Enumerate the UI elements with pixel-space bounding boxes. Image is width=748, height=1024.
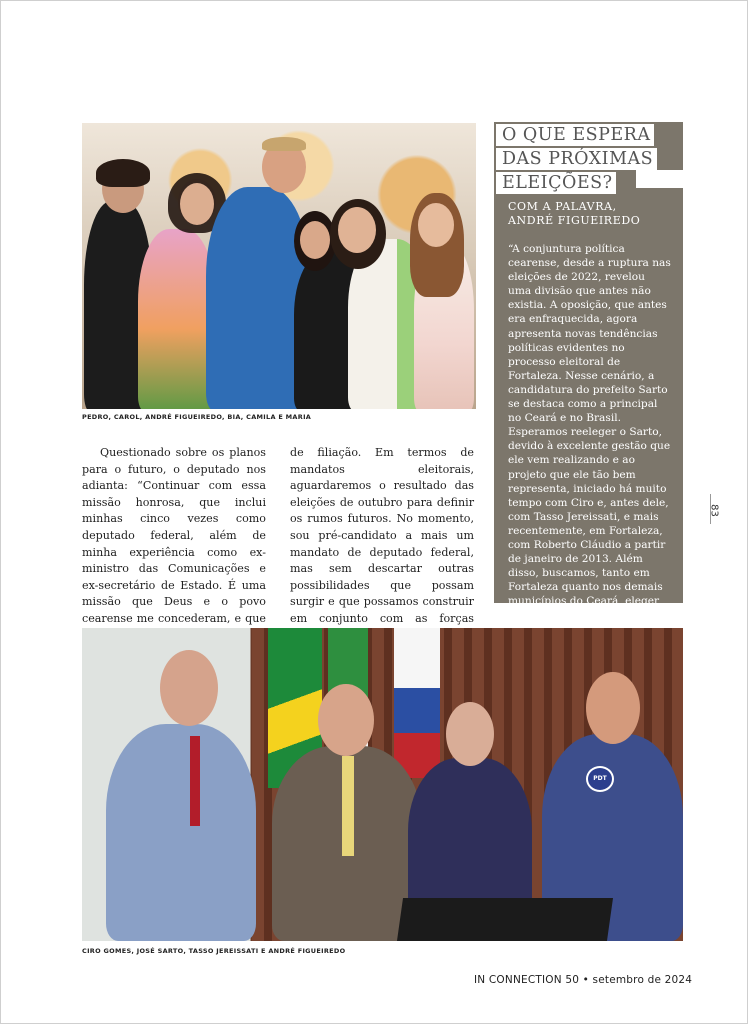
- title-accent-block: [636, 170, 683, 188]
- sidebar-title-line-3: ELEIÇÕES?: [496, 172, 616, 194]
- podium: [397, 898, 613, 941]
- face-carol: [180, 183, 214, 225]
- pdt-badge-icon: PDT: [586, 766, 614, 792]
- bottom-photo-caption: CIRO GOMES, JOSÉ SARTO, TASSO JEREISSATI E ANDRÉ FIGUEIREDO: [82, 947, 346, 955]
- person-ciro: [106, 724, 256, 941]
- fortaleza-flag: [394, 628, 440, 778]
- group-photo: [82, 123, 476, 409]
- page-footer: IN CONNECTION 50 • setembro de 2024: [474, 974, 693, 986]
- sidebar-subtitle-line-1: COM A PALAVRA,: [508, 200, 617, 213]
- face-camila: [338, 207, 376, 253]
- sidebar-subtitle: [508, 200, 640, 228]
- article-paragraph-1: Questionado sobre os planos para o futuro, o deputado nos adianta: “Continuar com essa missão honrosa, que inclui minhas cinco vezes como deputado federal, além de minha experiência como ex-ministro das Comunicações e ex-secretário de Estado. É uma missão que Deus e o povo cearense me concederam, e que: [82, 446, 266, 625]
- head-tasso: [446, 702, 494, 766]
- officials-photo: [82, 628, 683, 941]
- face-bia: [300, 221, 330, 259]
- sidebar-quote: “A conjuntura política cearense, desde a ruptura nas eleições de 2022, revelou uma divisão que antes não existia. A oposição, que antes era enfraquecida, agora apresenta novas tendências políticas evidentes no processo eleitoral de Fortaleza. Nesse cenário, a candidatura do prefeito Sarto se destaca como a principal no Ceará e no Brasil. Esperamos reeleger o Sarto, devido à excelente gestão que ele vem realizando e ao projeto que ele tão bem representa, iniciado há muito tempo com Ciro e, antes dele, com Tasso Jereissati, e mais recentemente, em Fortaleza, com Roberto Cláudio a partir de janeiro de 2013. Além disso, buscamos, tanto em Fortaleza quanto nos demais municípios do Ceará, eleger um grande número de: [508, 243, 671, 622]
- sidebar-title-line-1: O QUE ESPERA: [496, 124, 654, 146]
- person-carol: [138, 229, 216, 409]
- hair-pedro: [96, 159, 150, 187]
- hair-andre: [262, 137, 306, 151]
- head-sarto: [318, 684, 374, 756]
- face-maria: [418, 203, 454, 247]
- head-andre-figueiredo: [586, 672, 640, 744]
- page-number: 83: [708, 504, 720, 517]
- sarto-tie: [342, 756, 354, 856]
- sidebar-subtitle-line-2: ANDRÉ FIGUEIREDO: [508, 214, 641, 227]
- sidebar-title-line-2: DAS PRÓXIMAS: [496, 148, 657, 170]
- ciro-tie: [190, 736, 200, 826]
- article-paragraph-2-text: de filiação. Em termos de mandatos eleitorais, aguardaremos o resultado das eleições de outubro para definir os rumos futuros. No momento, sou pré-candidato a mais um mandato de deputado federal, mas sem descartar outras possibilidades que possam surgir e que possamos construir em conjunto com as forças: [290, 446, 474, 625]
- top-photo-caption: PEDRO, CAROL, ANDRÉ FIGUEIREDO, BIA, CAMILA E MARIA: [82, 413, 312, 421]
- head-ciro: [160, 650, 218, 726]
